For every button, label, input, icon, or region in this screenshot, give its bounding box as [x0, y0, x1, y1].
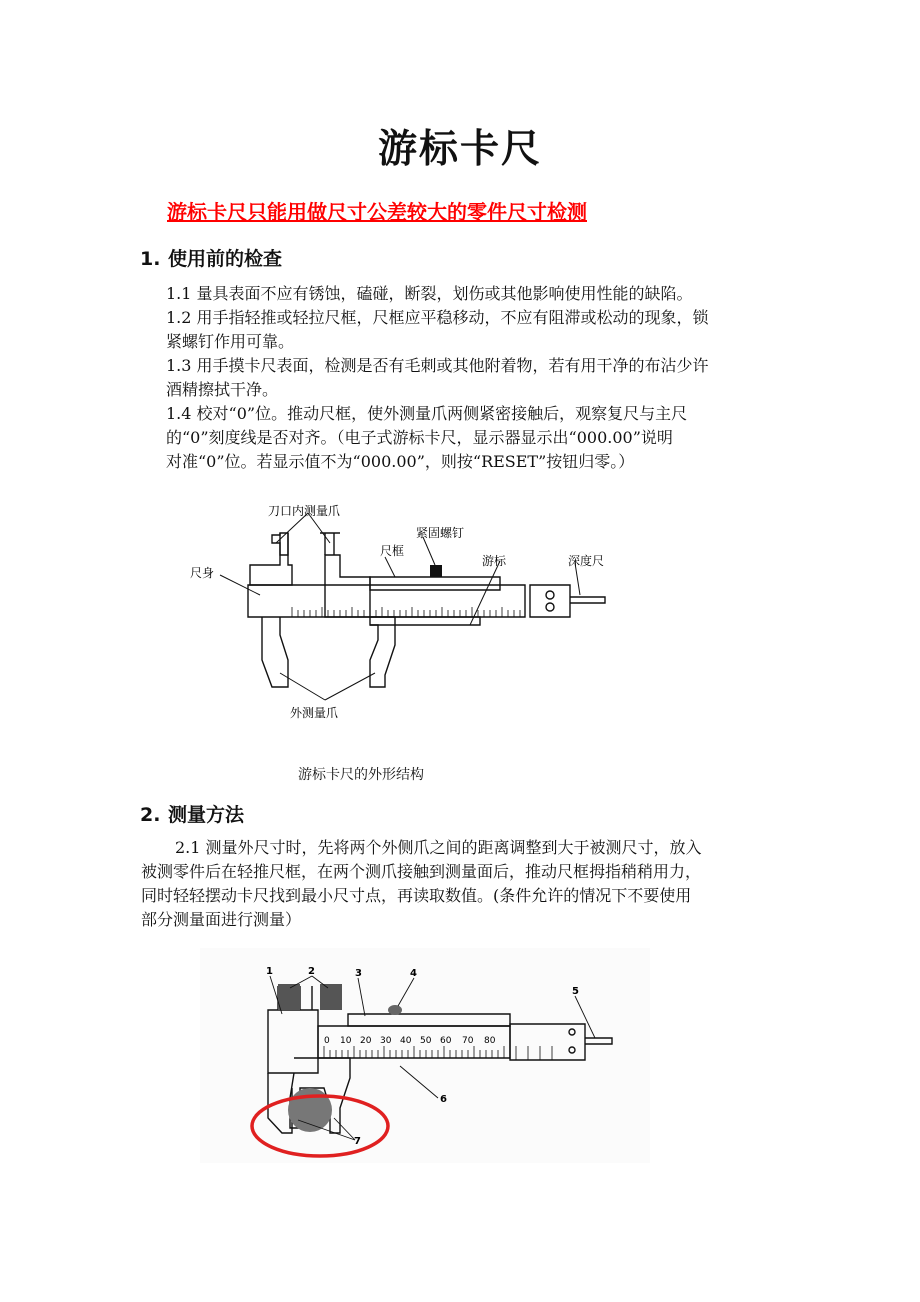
- callout-2: 2: [308, 966, 315, 977]
- lock-screw: [430, 565, 442, 577]
- section-1-items: [166, 282, 806, 474]
- section-2-heading: [140, 800, 244, 827]
- scale-number: 0: [324, 1036, 330, 1046]
- slider-frame: [370, 577, 500, 590]
- section-1-title: 使用前的检查: [168, 248, 283, 270]
- scale-number: 60: [440, 1036, 452, 1046]
- callout-1: 1: [266, 966, 273, 977]
- scale-number: 70: [462, 1036, 474, 1046]
- section-2-number: 2.: [140, 804, 161, 826]
- figure-1-caption: 游标卡尺的外形结构: [298, 767, 424, 783]
- scale-number: 30: [380, 1036, 392, 1046]
- callout-4: 4: [410, 968, 417, 979]
- label-frame: 尺框: [380, 544, 405, 558]
- moving-outer-jaw: [370, 617, 395, 687]
- callout-6: 6: [440, 1094, 447, 1105]
- fixed-jaw-block: [250, 533, 292, 585]
- page-title: 游标卡尺: [377, 127, 542, 172]
- lock-knob: [388, 1005, 402, 1015]
- section-2-title: 测量方法: [168, 804, 245, 826]
- caliper-structure-diagram: [180, 495, 630, 730]
- label-vernier: 游标: [482, 554, 507, 568]
- label-lock-screw: 紧固螺钉: [416, 526, 465, 540]
- item-1-3: 1.3 用手摸卡尺表面，检测是否有毛刺或其他附着物，若有用干净的布沾少许 酒精擦拭干净。: [166, 356, 709, 399]
- callout-7: 7: [354, 1136, 361, 1147]
- label-outer-jaws: 外测量爪: [290, 706, 339, 720]
- fixed-outer-jaw: [262, 617, 288, 687]
- scale-number: 40: [400, 1036, 412, 1046]
- item-2-1: 2.1 测量外尺寸时，先将两个外侧爪之间的距离调整到大于被测尺寸，放入 被测零件后在轻推尺框，在两个测爪接触到测量面后，推动尺框拇指稍稍用力， 同时轻轻摆动卡尺找到最小尺寸点，再读取数值。(条件允许的情况下不要使用 部分测量面进行测量）: [141, 838, 702, 929]
- section-2-items: [141, 836, 801, 932]
- section-1-number: 1.: [140, 248, 161, 270]
- item-1-4: 1.4 校对“0”位。推动尺框，使外测量爪两侧紧密接触后，观察复尺与主尺 的“0”刻度线是否对齐。（电子式游标卡尺，显示器显示出“000.00”说明 对准“0”位。若显示值不为“000.00”，则按“RESET”按钮归零。）: [166, 404, 688, 471]
- callout-3: 3: [355, 968, 362, 979]
- scale-number: 20: [360, 1036, 372, 1046]
- section-1-heading: [140, 244, 282, 271]
- subtitle: 游标卡尺只能用做尺寸公差较大的零件尺寸检测: [167, 200, 587, 224]
- main-scale-ticks: [292, 607, 520, 617]
- vernier-plate: [370, 617, 480, 625]
- item-1-2: 1.2 用手指轻推或轻拉尺框，尺框应平稳移动，不应有阻滞或松动的现象，锁 紧螺钉作用可靠。: [166, 308, 709, 351]
- label-inner-jaws: 刀口内测量爪: [268, 504, 341, 518]
- measurement-diagram: [200, 948, 650, 1163]
- depth-rod-housing: [530, 585, 570, 617]
- scale-number: 50: [420, 1036, 432, 1046]
- callout-5: 5: [572, 986, 579, 997]
- item-1-1: 1.1 量具表面不应有锈蚀，磕碰，断裂，划伤或其他影响使用性能的缺陷。: [166, 284, 693, 303]
- scale-number: 10: [340, 1036, 352, 1046]
- label-body: 尺身: [190, 566, 215, 580]
- label-depth: 深度尺: [568, 554, 605, 568]
- scale-number: 80: [484, 1036, 496, 1046]
